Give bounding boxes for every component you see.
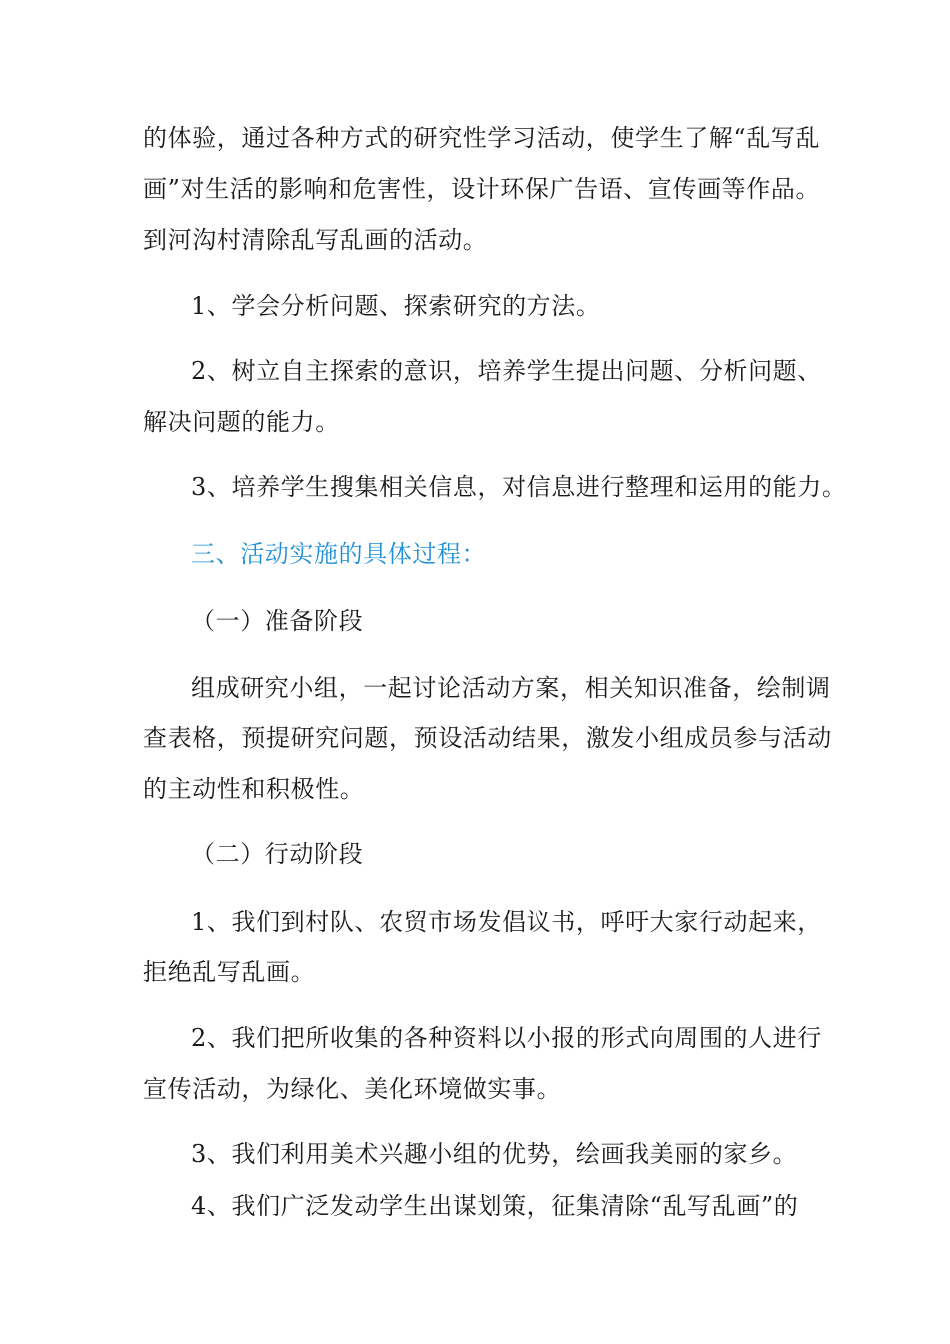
- goal-2-line-1: 2、树立自主探索的意识，培养学生提出问题、分析问题、: [191, 357, 822, 385]
- action-3: 3、我们利用美术兴趣小组的优势，绘画我美丽的家乡。: [191, 1140, 798, 1168]
- action-1-line-1: 1、我们到村队、农贸市场发倡议书，呼吁大家行动起来，: [191, 908, 822, 936]
- intro-line-1: 的体验，通过各种方式的研究性学习活动，使学生了解“乱写乱: [143, 124, 821, 152]
- action-2-line-2: 宣传活动，为绿化、美化环境做实事。: [143, 1075, 562, 1103]
- section-heading: 三、活动实施的具体过程：: [191, 540, 487, 568]
- action-4-line-1: 4、我们广泛发动学生出谋划策，征集清除“乱写乱画”的: [191, 1192, 799, 1220]
- stage-1-line-3: 的主动性和积极性。: [143, 775, 365, 803]
- stage-2-title: （二）行动阶段: [191, 840, 364, 868]
- stage-1-title: （一）准备阶段: [191, 607, 364, 635]
- stage-1-line-2: 查表格，预提研究问题，预设活动结果，激发小组成员参与活动: [143, 724, 832, 752]
- goal-3: 3、培养学生搜集相关信息，对信息进行整理和运用的能力。: [191, 473, 847, 501]
- intro-line-3: 到河沟村清除乱写乱画的活动。: [143, 226, 488, 254]
- intro-line-2: 画”对生活的影响和危害性，设计环保广告语、宣传画等作品。: [143, 175, 821, 203]
- goal-1: 1、学会分析问题、探索研究的方法。: [191, 292, 601, 320]
- stage-1-line-1: 组成研究小组，一起讨论活动方案，相关知识准备，绘制调: [191, 674, 831, 702]
- action-1-line-2: 拒绝乱写乱画。: [143, 958, 316, 986]
- goal-2-line-2: 解决问题的能力。: [143, 408, 340, 436]
- action-2-line-1: 2、我们把所收集的各种资料以小报的形式向周围的人进行: [191, 1024, 822, 1052]
